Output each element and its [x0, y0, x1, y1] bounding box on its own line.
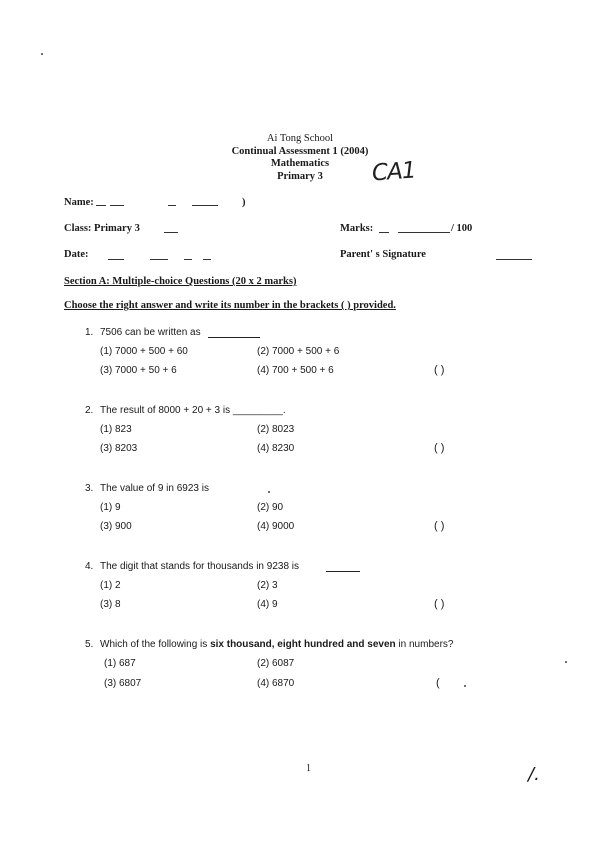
question-1-option-3: (3) 7000 + 50 + 6: [100, 365, 177, 376]
question-4-option-1: (1) 2: [100, 580, 121, 591]
question-1-answer-bracket: ( ): [434, 364, 445, 376]
question-3-number: 3.: [85, 483, 94, 494]
question-2-option-4: (4) 8230: [257, 443, 295, 454]
name-blank-2: [110, 205, 124, 206]
question-3-option-1: (1) 9: [100, 502, 121, 513]
question-3-option-2: (2) 90: [257, 502, 284, 513]
question-5-option-4: (4) 6870: [257, 678, 295, 689]
question-5-text-after: in numbers?: [395, 639, 454, 650]
date-blank-4: [203, 259, 211, 260]
question-1-option-4: (4) 700 + 500 + 6: [257, 365, 334, 376]
name-blank-4: [192, 205, 218, 206]
signature-line: [496, 259, 532, 260]
question-5-option-1: (1) 687: [104, 658, 136, 669]
scan-speck: [464, 685, 466, 687]
question-4-number: 4.: [85, 561, 94, 572]
scan-speck: [41, 53, 43, 55]
question-5-text: [100, 639, 453, 650]
question-1-text: 7506 can be written as: [100, 327, 201, 338]
question-5-option-3: (3) 6807: [104, 678, 142, 689]
question-2-option-1: (1) 823: [100, 424, 132, 435]
question-3-text: The value of 9 in 6923 is: [100, 483, 209, 494]
question-3-answer-bracket: ( ): [434, 520, 445, 532]
assessment-title: Continual Assessment 1 (2004): [231, 145, 369, 157]
marks-blank-2: [398, 232, 450, 233]
level-title: Primary 3: [277, 170, 323, 182]
question-5-option-2: (2) 6087: [257, 658, 295, 669]
document-header: [0, 133, 600, 183]
name-label: Name:: [64, 197, 94, 208]
scan-speck: [565, 661, 567, 663]
marks-blank-1: [379, 232, 389, 233]
date-blank-3: [184, 259, 192, 260]
signature-label: Parent' s Signature: [340, 249, 426, 260]
name-field: [64, 197, 94, 208]
handwritten-mark: CA1: [371, 157, 417, 187]
question-4-option-3: (3) 8: [100, 599, 121, 610]
question-2-number: 2.: [85, 405, 94, 416]
question-2-answer-bracket: ( ): [434, 442, 445, 454]
date-blank-1: [108, 259, 124, 260]
name-blank-3: [168, 205, 176, 206]
date-blank-2: [150, 259, 168, 260]
question-4-answer-line: [326, 571, 360, 572]
question-1-number: 1.: [85, 327, 94, 338]
section-instruction: Choose the right answer and write its number in the brackets ( ) provided.: [64, 300, 396, 311]
date-label: Date:: [64, 249, 89, 260]
question-4-option-4: (4) 9: [257, 599, 278, 610]
question-1-option-2: (2) 7000 + 500 + 6: [257, 346, 340, 357]
subject-title: Mathematics: [270, 158, 330, 169]
page-number: 1: [306, 763, 311, 774]
question-2-option-3: (3) 8203: [100, 443, 138, 454]
marks-total: / 100: [451, 223, 473, 234]
question-4-option-2: (2) 3: [257, 580, 278, 591]
question-1-answer-line: [208, 337, 260, 338]
question-3-option-3: (3) 900: [100, 521, 132, 532]
question-3-option-4: (4) 9000: [257, 521, 295, 532]
question-5-text-before: Which of the following is: [100, 639, 211, 650]
marks-label: Marks:: [340, 223, 374, 234]
class-label: Class: Primary 3: [64, 223, 140, 234]
margin-mark: /.: [528, 764, 540, 785]
question-5-number: 5.: [85, 639, 94, 650]
question-5-text-bold: six thousand, eight hundred and seven: [210, 639, 396, 650]
question-4-answer-bracket: ( ): [434, 598, 445, 610]
question-1-option-1: (1) 7000 + 500 + 60: [100, 346, 188, 357]
question-5-answer-bracket: (: [436, 677, 440, 689]
question-2-option-2: (2) 8023: [257, 424, 295, 435]
question-2-text: The result of 8000 + 20 + 3 is _________.: [100, 405, 286, 416]
scan-speck: [268, 491, 270, 493]
name-close: ): [242, 197, 246, 208]
name-blank-1: [96, 205, 106, 206]
class-blank: [164, 232, 178, 233]
question-4-text: The digit that stands for thousands in 9238 is: [100, 561, 300, 572]
section-title: Section A: Multiple-choice Questions (20 x 2 marks): [64, 276, 297, 287]
school-name: Ai Tong School: [266, 133, 334, 144]
